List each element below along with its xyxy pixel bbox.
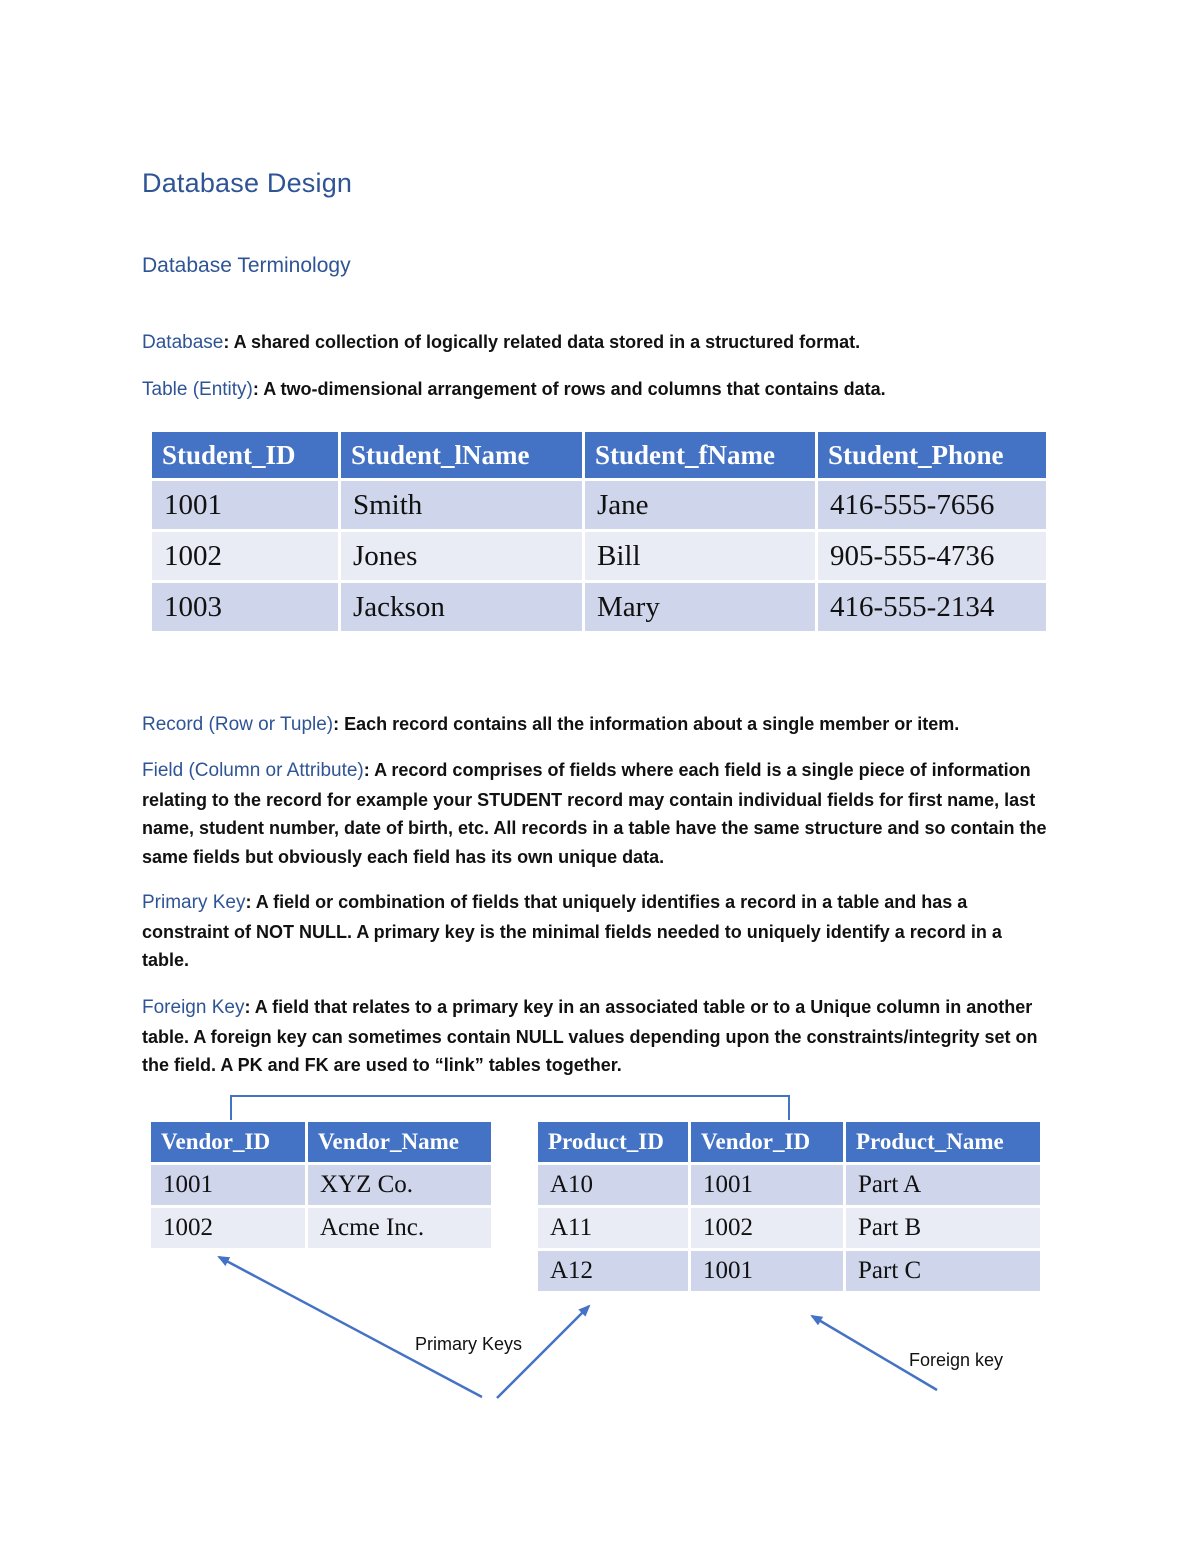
column-header: Vendor_Name <box>308 1122 491 1162</box>
table-cell: Jackson <box>341 583 582 631</box>
table-row <box>538 1251 1040 1291</box>
table-cell: Part C <box>846 1251 1040 1291</box>
definition-text: : A field or combination of fields that uniquely identifies a record in a table and has a constraint of NOT NULL. A primary key is the minimal fields needed to uniquely identify a record in a table. <box>142 892 1002 970</box>
table-row <box>151 1208 491 1248</box>
table-cell: Jones <box>341 532 582 580</box>
table-cell: Acme Inc. <box>308 1208 491 1248</box>
table-cell: 1001 <box>152 481 338 529</box>
primary-key-arrow-vendor <box>219 1257 482 1397</box>
table-row <box>151 1165 491 1205</box>
table-cell: Part A <box>846 1165 1040 1205</box>
section-heading: Database Terminology <box>142 254 351 277</box>
link-bracket <box>231 1096 789 1120</box>
definition-text: : Each record contains all the information about a single member or item. <box>333 714 960 734</box>
foreign-key-label: Foreign key <box>909 1350 1004 1370</box>
table-header-row <box>538 1122 1040 1162</box>
vendor-table <box>148 1119 494 1251</box>
column-header: Student_fName <box>585 432 815 478</box>
definition-term: Primary Key <box>142 892 246 913</box>
definition-text: : A shared collection of logically related data stored in a structured format. <box>223 332 861 352</box>
column-header: Student_Phone <box>818 432 1046 478</box>
table-cell: XYZ Co. <box>308 1165 491 1205</box>
definition-text: : A two-dimensional arrangement of rows and columns that contains data. <box>252 379 886 399</box>
table-cell: 1003 <box>152 583 338 631</box>
table-cell: 416-555-7656 <box>818 481 1046 529</box>
definition-text: : A record comprises of fields where each field is a single piece of information relating to the record for example your STUDENT record may contain individual fields for first name, last name, student number, date of birth, etc. All records in a table have the same structure and so contain the same fields but obviously each field has its own unique data. <box>142 760 1047 867</box>
definition-term: Record (Row or Tuple) <box>142 714 334 735</box>
column-header: Vendor_ID <box>151 1122 305 1162</box>
table-cell: A12 <box>538 1251 688 1291</box>
definition-term: Table (Entity) <box>142 379 253 400</box>
column-header: Product_ID <box>538 1122 688 1162</box>
table-header-row <box>151 1122 491 1162</box>
table-row <box>538 1165 1040 1205</box>
table-cell: Jane <box>585 481 815 529</box>
table-cell: 1002 <box>691 1208 843 1248</box>
table-cell: 1001 <box>691 1165 843 1205</box>
definition-term: Field (Column or Attribute) <box>142 760 364 781</box>
table-cell: A11 <box>538 1208 688 1248</box>
table-cell: 1002 <box>152 532 338 580</box>
definition-term: Foreign Key <box>142 997 245 1018</box>
column-header: Vendor_ID <box>691 1122 843 1162</box>
table-cell: 1002 <box>151 1208 305 1248</box>
table-cell: A10 <box>538 1165 688 1205</box>
table-cell: 1001 <box>691 1251 843 1291</box>
table-cell: Mary <box>585 583 815 631</box>
column-header: Product_Name <box>846 1122 1040 1162</box>
table-row <box>538 1208 1040 1248</box>
table-cell: 416-555-2134 <box>818 583 1046 631</box>
table-cell: Smith <box>341 481 582 529</box>
page-title: Database Design <box>142 168 353 198</box>
table-cell: Bill <box>585 532 815 580</box>
table-cell: Part B <box>846 1208 1040 1248</box>
table-cell: 1001 <box>151 1165 305 1205</box>
table-cell: 905-555-4736 <box>818 532 1046 580</box>
column-header: Student_ID <box>152 432 338 478</box>
column-header: Student_lName <box>341 432 582 478</box>
product-table <box>535 1119 1043 1294</box>
primary-keys-label: Primary Keys <box>415 1334 523 1354</box>
definition-text: : A field that relates to a primary key in an associated table or to a Unique column in another table. A foreign key can sometimes contain NULL values depending upon the constraints/integrity set on the field. A PK and FK are used to “link” tables together. <box>142 997 1038 1075</box>
definition-term: Database <box>142 332 224 353</box>
